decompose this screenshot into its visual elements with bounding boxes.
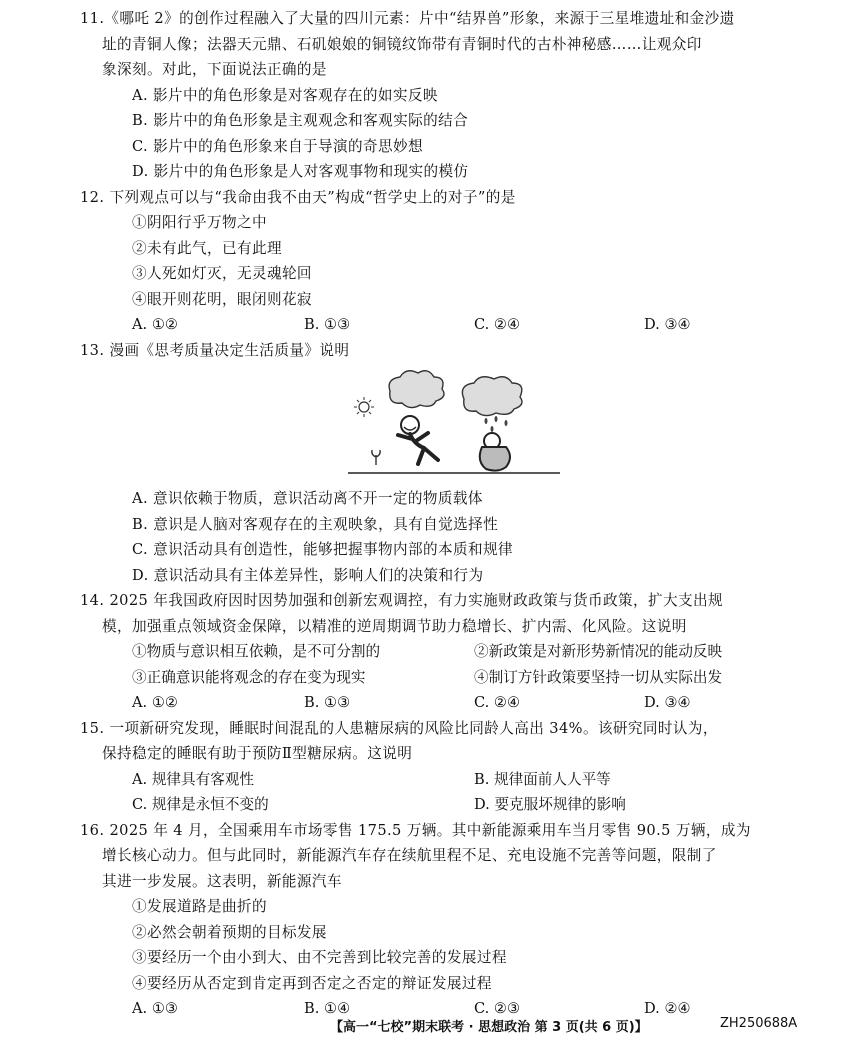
question-11 [80, 6, 808, 185]
statement-2: ②新政策是对新形势新情况的能动反映 [474, 643, 723, 660]
option-d: D. 影片中的角色形象是人对客观事物和现实的模仿 [132, 163, 469, 180]
statement-1: ①阴阳行乎万物之中 [132, 214, 267, 231]
choice-a: A. ①② [132, 694, 178, 711]
choice-row [108, 690, 808, 716]
option-row [108, 792, 808, 818]
cartoon-figure [108, 363, 808, 486]
question-stem-line: 11.《哪吒 2》的创作过程融入了大量的四川元素：片中“结界兽”形象，来源于三星堆遗址和金沙遗 [80, 10, 735, 27]
statement-row [108, 665, 808, 691]
option-c: C. 影片中的角色形象来自于导演的奇思妙想 [132, 137, 424, 155]
choice-d: D. ③④ [644, 694, 691, 711]
page-footer [0, 1016, 860, 1040]
option-b: B. 影片中的角色形象是主观观念和客观实际的结合 [132, 112, 469, 129]
question-stem-line: 14. 2025 年我国政府因时因势加强和创新宏观调控，有力实施财政政策与货币政策，扩大支出规 [80, 592, 723, 609]
statement-4: ④要经历从否定到肯定再到否定之否定的辩证发展过程 [132, 974, 492, 992]
option-c: C. 意识活动具有创造性，能够把握事物内部的本质和规律 [132, 541, 513, 558]
option-row [108, 767, 808, 793]
question-stem-line: 址的青铜人像；法器天元鼎、石矶娘娘的铜镜纹饰带有青铜时代的古朴神秘感……让观众印 [102, 35, 702, 53]
question-12 [80, 185, 808, 338]
option-a: A. 影片中的角色形象是对客观存在的如实反映 [132, 86, 438, 104]
option-d: D. 意识活动具有主体差异性，影响人们的决策和行为 [132, 566, 484, 584]
question-stem-line: 15. 一项新研究发现，睡眠时间混乱的人患糖尿病的风险比同龄人高出 34%。该研究同时认为， [80, 719, 718, 737]
statement-3: ③要经历一个由小到大、由不完善到比较完善的发展过程 [132, 949, 507, 966]
paper-code: ZH250688A [720, 1016, 798, 1031]
statement-2: ②未有此气，已有此理 [132, 239, 282, 257]
choice-c: C. ②④ [474, 694, 521, 711]
question-stem-line: 13. 漫画《思考质量决定生活质量》说明 [80, 341, 350, 359]
choice-b: B. ①③ [304, 694, 351, 711]
choice-row [108, 312, 808, 338]
choice-a: A. ①③ [132, 1000, 178, 1017]
question-14 [80, 588, 808, 716]
statement-3: ③正确意识能将观念的存在变为现实 [132, 668, 366, 686]
option-c: C. 规律是永恒不变的 [132, 796, 269, 813]
statement-3: ③人死如灯灭，无灵魂轮回 [132, 265, 312, 282]
cartoon-illustration [346, 369, 562, 477]
choice-d: D. ②④ [644, 1000, 691, 1017]
question-stem-line: 其进一步发展。这表明，新能源汽车 [102, 872, 342, 890]
statement-4: ④制订方针政策要坚持一切从实际出发 [474, 668, 723, 686]
question-15 [80, 716, 808, 818]
option-b: B. 规律面前人人平等 [474, 770, 611, 788]
choice-b: B. ①③ [304, 316, 351, 333]
statement-row [108, 639, 808, 665]
question-16 [80, 818, 808, 1022]
statement-4: ④眼开则花明，眼闭则花寂 [132, 290, 312, 308]
choice-d: D. ③④ [644, 316, 691, 333]
choice-b: B. ①④ [304, 1000, 351, 1017]
footer-title: 【高一“七校”期末联考 · 思想政治 第 3 页(共 6 页)】 [330, 1020, 648, 1035]
question-stem-line: 增长核心动力。但与此同时，新能源汽车存在续航里程不足、充电设施不完善等问题，限制了 [102, 847, 717, 864]
question-stem-line: 象深刻。对此，下面说法正确的是 [102, 61, 327, 78]
question-stem-line: 保持稳定的睡眠有助于预防Ⅱ型糖尿病。这说明 [102, 745, 413, 762]
option-b: B. 意识是人脑对客观存在的主观映象，具有自觉选择性 [132, 515, 499, 533]
option-d: D. 要克服坏规律的影响 [474, 796, 626, 813]
choice-a: A. ①② [132, 316, 178, 333]
option-a: A. 规律具有客观性 [132, 770, 254, 788]
questions-area [80, 6, 808, 1022]
statement-1: ①物质与意识相互依赖，是不可分割的 [132, 643, 381, 660]
option-a: A. 意识依赖于物质，意识活动离不开一定的物质载体 [132, 490, 483, 507]
choice-c: C. ②③ [474, 1000, 521, 1017]
question-13 [80, 338, 808, 589]
choice-c: C. ②④ [474, 316, 521, 333]
question-stem-line: 12. 下列观点可以与“我命由我不由天”构成“哲学史上的对子”的是 [80, 188, 516, 206]
statement-1: ①发展道路是曲折的 [132, 898, 267, 915]
question-stem-line: 模，加强重点领域资金保障，以精准的逆周期调节助力稳增长、扩内需、化风险。这说明 [102, 617, 687, 635]
question-stem-line: 16. 2025 年 4 月，全国乘用车市场零售 175.5 万辆。其中新能源乘用车当月零售 90.5 万辆，成为 [80, 821, 751, 839]
statement-2: ②必然会朝着预期的目标发展 [132, 923, 327, 941]
